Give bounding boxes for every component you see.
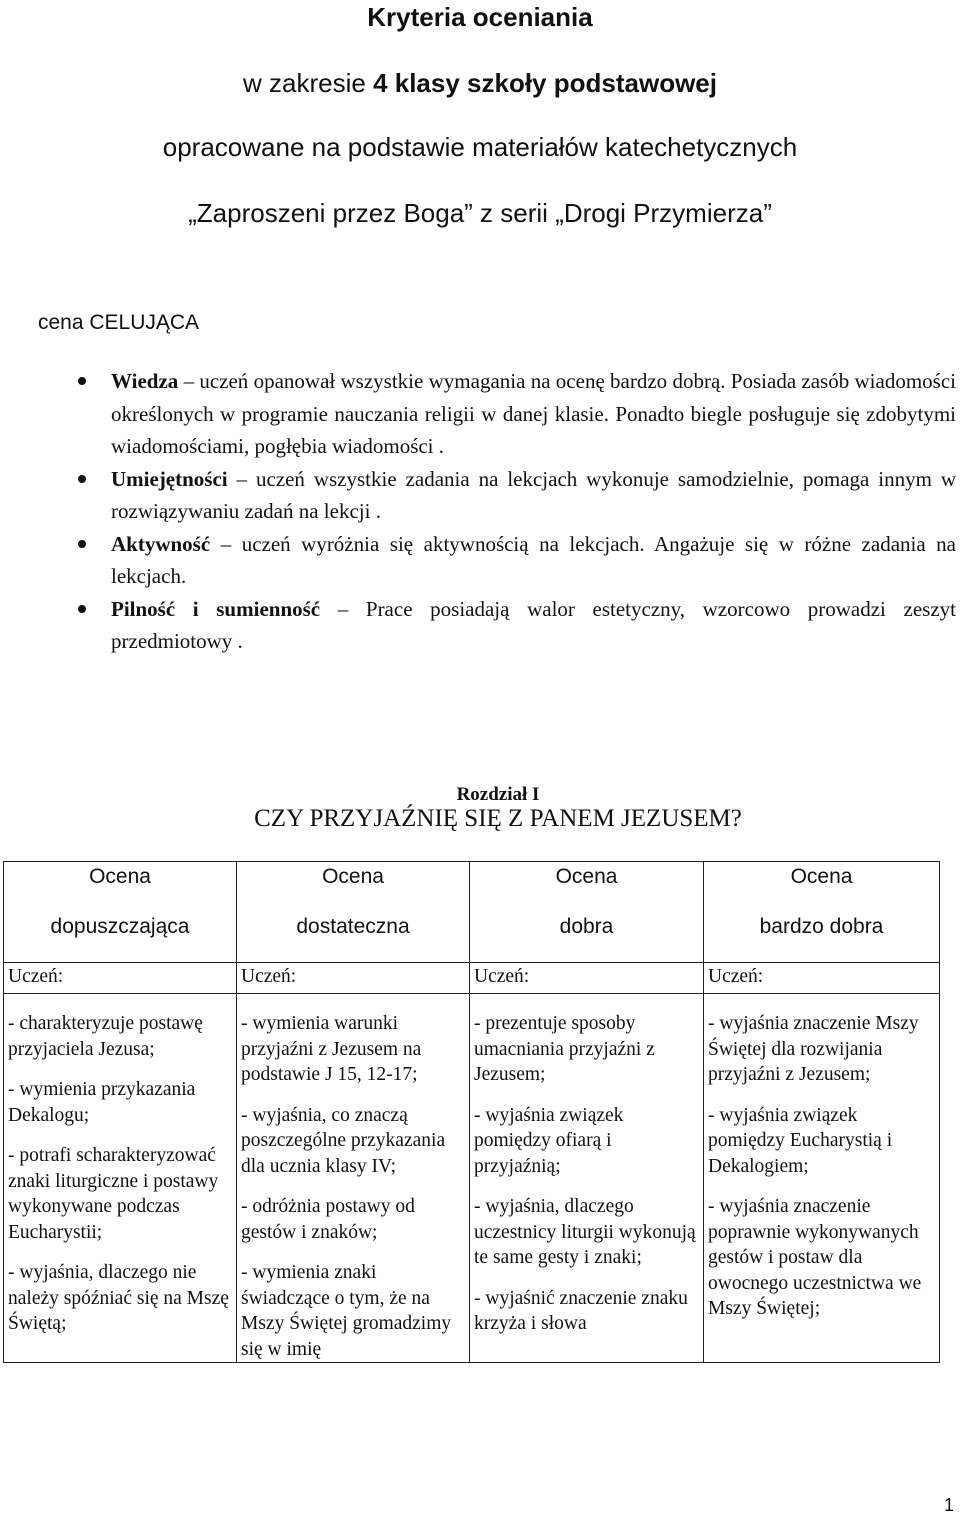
requirements-very-good: [704, 994, 940, 1363]
student-label: Uczeń:: [237, 963, 470, 994]
requirement-item: - wyjaśnia związek pomiędzy Eucharystią i Dekalogiem;: [708, 1104, 893, 1177]
requirements-row: [4, 994, 940, 1363]
criterion-term: Pilność i sumienność: [111, 596, 321, 621]
requirement-item: - wyjaśnia, co znaczą poszczególne przykazania dla ucznia klasy IV;: [241, 1104, 446, 1177]
table-header-row: [4, 862, 940, 963]
criterion-term: Aktywność: [111, 531, 211, 556]
header-cell-very-good: Ocena bardzo dobra: [704, 862, 940, 963]
criterion-skills: [111, 463, 956, 528]
criterion-text: – Prace posiadają walor estetyczny, wzorcowo prowadzi zeszyt przedmiotowy .: [111, 596, 956, 653]
header-cell-good: Ocena dobra: [470, 862, 704, 963]
document-title: Kryteria oceniania: [367, 2, 593, 32]
criterion-diligence: [111, 593, 956, 658]
requirements-satisfactory: [237, 994, 470, 1363]
grades-table: [3, 861, 940, 1363]
requirements-sufficient: [4, 994, 237, 1363]
criterion-text: – uczeń wyróżnia się aktywnością na lekcjach. Angażuje się w różne zadania na lekcjach.: [111, 531, 956, 588]
requirement-item: - wyjaśnić znaczenie znaku krzyża i słowa: [474, 1287, 688, 1334]
requirement-item: - wymienia warunki przyjaźni z Jezusem na podstawie J 15, 12-17;: [241, 1013, 422, 1085]
criterion-knowledge: [111, 365, 956, 463]
requirement-item: - wyjaśnia znaczenie Mszy Świętej dla rozwijania przyjaźni z Jezusem;: [708, 1013, 919, 1085]
requirement-item: - charakteryzuje postawę przyjaciela Jezusa;: [8, 1013, 203, 1060]
subtitle-series: „Zaproszeni przez Boga” z serii „Drogi Przymierza”: [188, 198, 772, 228]
student-label: Uczeń:: [4, 963, 237, 994]
page-number: 1: [944, 1495, 955, 1515]
student-label: Uczeń:: [704, 963, 940, 994]
requirement-item: - wyjaśnia, dlaczego nie należy spóźniać się na Mszę Świętą;: [8, 1262, 229, 1334]
subtitle-class: 4 klasy szkoły podstawowej: [373, 68, 717, 98]
requirement-item: - wyjaśnia związek pomiędzy ofiarą i przyjaźnią;: [474, 1104, 624, 1177]
chapter-title: CZY PRZYJAŹNIĘ SIĘ Z PANEM JEZUSEM?: [254, 805, 742, 832]
requirement-item: - potrafi scharakteryzować znaki liturgiczne i postawy wykonywane podczas Eucharystii;: [8, 1145, 219, 1243]
criteria-list: [111, 365, 956, 658]
requirement-item: - wyjaśnia, dlaczego uczestnicy liturgii wykonują te same gesty i znaki;: [474, 1196, 696, 1268]
requirement-item: - odróżnia postawy od gestów i znaków;: [241, 1196, 415, 1243]
grade-label: cena CELUJĄCA: [38, 311, 200, 334]
criterion-text: – uczeń wszystkie zadania na lekcjach wykonuje samodzielnie, pomaga innym w rozwiązywaniu zadań na lekcji .: [111, 466, 956, 523]
requirement-item: - wymienia znaki świadczące o tym, że na Mszy Świętej gromadzimy się w imię: [241, 1262, 452, 1360]
student-label: Uczeń:: [470, 963, 704, 994]
criterion-term: Wiedza: [111, 369, 179, 393]
subtitle-grade-scope: [0, 68, 960, 99]
criterion-activity: [111, 528, 956, 593]
subtitle-source: opracowane na podstawie materiałów katechetycznych: [162, 132, 798, 162]
chapter-number: Rozdział I: [456, 784, 540, 805]
student-label-row: [4, 963, 940, 994]
header-cell-sufficient: Ocena dopuszczająca: [4, 862, 237, 963]
subtitle-prefix: w zakresie: [243, 68, 374, 98]
requirement-item: - wyjaśnia znaczenie poprawnie wykonywanych gestów i postaw dla owocnego uczestnictwa we Mszy Świętej;: [708, 1196, 922, 1319]
requirement-item: - prezentuje sposoby umacniania przyjaźni z Jezusem;: [474, 1013, 655, 1085]
requirement-item: - wymienia przykazania Dekalogu;: [8, 1079, 196, 1126]
header-cell-satisfactory: Ocena dostateczna: [237, 862, 470, 963]
criterion-term: Umiejętności: [111, 466, 228, 491]
criterion-text: – uczeń opanował wszystkie wymagania na ocenę bardzo dobrą. Posiada zasób wiadomości określonych w programie nauczania religii w danej klasie. Ponadto biegle posługuje się zdobytymi wiadomościami, pogłębia wiadomości .: [111, 369, 956, 458]
requirements-good: [470, 994, 704, 1363]
